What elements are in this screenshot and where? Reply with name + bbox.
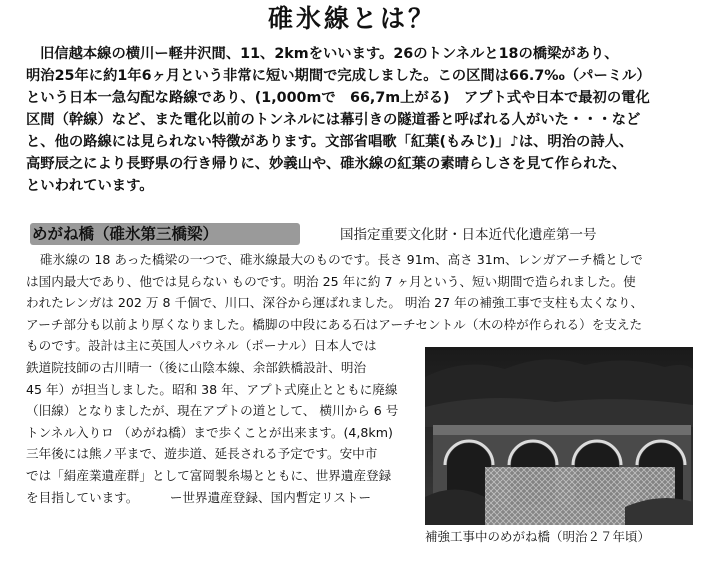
- body-line: は国内最大であり、他では見らない ものです。明治 25 年に約 7 ヶ月という、短い期間で造られました。使: [26, 273, 636, 289]
- page-title: 碓氷線とは？: [267, 4, 436, 33]
- body-line: 鉄道院技師の古川晴一（後に山陰本線、余部鉄橋設計、明治: [26, 359, 367, 375]
- intro-paragraph: [26, 43, 694, 197]
- intro-line: 明治25年に約1年6ヶ月という非常に短い期間で完成しました。この区間は66.7‰（パーミル）: [26, 68, 651, 84]
- photo-caption: 補強工事中のめがね橋（明治２７年頃）: [425, 529, 651, 544]
- body-line: （旧線）となりましたが、現在アプトの道として、 横川から 6 号: [26, 403, 399, 419]
- body-line: 三年後には熊ノ平まで、遊歩道、延長される予定です。安中市: [26, 446, 378, 462]
- body-line: われたレンガは 202 万 8 千個で、川口、深谷から運ばれました。 明治 27 年の補強工事で支柱も太くなり、: [26, 295, 644, 311]
- bridge-photo: [425, 347, 693, 525]
- body-line: ものです。設計は主に英国人パウネル（ポーナル）日本人では: [26, 338, 377, 354]
- intro-line: 旧信越本線の横川ー軽井沢間、11、2kmをいいます。26のトンネルと18の橋梁があり、: [40, 46, 619, 62]
- body-line: 碓氷線の 18 あった橋梁の一つで、碓氷線最大のものです。長さ 91m、高さ 31m、レンガアーチ橋としで: [40, 252, 643, 267]
- body-line: では「絹産業遺産群」として富岡製糸場とともに、世界遺産登録: [26, 467, 392, 483]
- body-line: トンネル入りロ （めがね橋）まで歩くことが出来ます。(4,8km): [26, 424, 393, 440]
- body-line: 45 年）が担当しました。昭和 38 年、アプト式廃止とともに廃線: [26, 381, 398, 397]
- intro-line: 区間（幹線）など、また電化以前のトンネルには幕引きの隧道番と呼ばれる人がいた・・・など: [26, 112, 641, 128]
- bridge-photo-drawing: [425, 347, 693, 525]
- intro-line: 高野辰之により長野県の行き帰りに、妙義山や、碓氷線の紅葉の素晴らしさを見て作られた、: [26, 156, 627, 172]
- intro-line: という日本一急勾配な路線であり、(1,000mで 66,7m上がる) アプト式や日本で最初の電化: [26, 90, 650, 106]
- body-line: を目指しています。 ー世界遺産登録、国内暫定リストー: [26, 489, 372, 505]
- bridge-heading: めがね橋（碓氷第三橋梁）: [30, 223, 300, 245]
- body-line: アーチ部分も以前より厚くなりました。橋脚の中段にある石はアーチセントル（木の枠が作られる）を支えた: [26, 316, 643, 332]
- intro-line: といわれています。: [26, 178, 154, 194]
- heritage-designation: 国指定重要文化財・日本近代化遺産第一号: [340, 227, 597, 243]
- intro-line: と、他の路線には見られない特徴があります。文部省唱歌「紅葉(もみじ)」♪は、明治の詩人、: [26, 134, 634, 150]
